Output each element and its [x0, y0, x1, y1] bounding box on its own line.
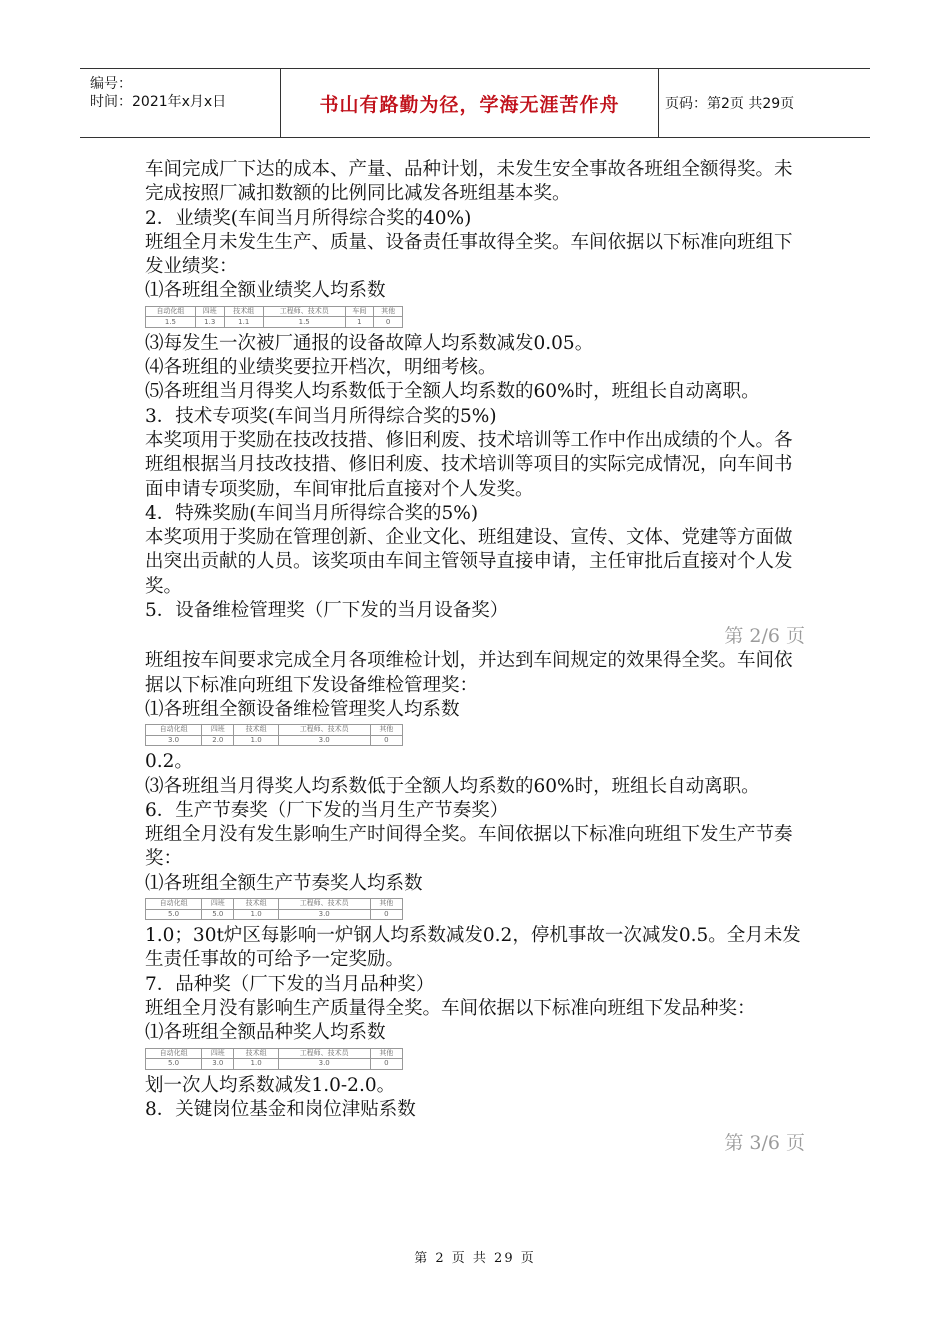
table-cell: 0	[374, 317, 403, 328]
table-header-cell: 车间	[345, 306, 374, 317]
table-cell: 2.0	[202, 735, 234, 746]
section-block	[145, 332, 805, 624]
table-header-cell: 技术组	[224, 306, 263, 317]
table-cell: 1	[345, 317, 374, 328]
page-code: 页码：第2页 共29页	[665, 96, 795, 112]
paragraph: ⑴各班组全额业绩奖人均系数	[145, 280, 386, 302]
section-block	[145, 158, 805, 304]
document-header	[80, 68, 870, 138]
table-row	[146, 1059, 403, 1070]
table-cell: 1.3	[195, 317, 224, 328]
table-header-cell: 其他	[374, 306, 403, 317]
section-block	[145, 750, 805, 896]
table-cell: 3.0	[278, 909, 370, 920]
table-cell: 1.5	[263, 317, 345, 328]
table-header-cell: 自动化组	[146, 306, 196, 317]
paragraph: 本奖项用于奖励在管理创新、企业文化、班组建设、宣传、文体、党建等方面做出突出贡献的人员。该奖项由车间主管领导直接申请，主任审批后直接对个人发奖。	[145, 527, 793, 597]
table-cell: 0	[370, 909, 402, 920]
motto-text: 书山有路勤为径，学海无涯苦作舟	[319, 93, 620, 116]
table-row	[146, 317, 403, 328]
coefficient-table	[145, 898, 403, 920]
page-mark: 第 3/6 页	[724, 1132, 805, 1155]
page-mark: 第 2/6 页	[724, 625, 805, 648]
paragraph: 班组按车间要求完成全月各项维检计划，并达到车间规定的效果得全奖。车间依据以下标准向班组下发设备维检管理奖：	[145, 650, 793, 696]
table-cell: 1.5	[146, 317, 196, 328]
table-header-cell: 技术组	[234, 899, 278, 910]
table-cell: 3.0	[202, 1059, 234, 1070]
paragraph: 5．设备维检管理奖（厂下发的当月设备奖）	[145, 600, 509, 622]
table-header-cell: 技术组	[234, 725, 278, 736]
paragraph: ⑴各班组全额生产节奏奖人均系数	[145, 872, 423, 894]
table-header-cell: 工程师、技术员	[278, 725, 370, 736]
table-header-cell: 四班	[195, 306, 224, 317]
table-header-cell: 四班	[202, 1048, 234, 1059]
paragraph: 7．品种奖（厂下发的当月品种奖）	[145, 973, 435, 995]
table-header-cell: 自动化组	[146, 725, 202, 736]
table-row	[146, 306, 403, 317]
paragraph: 8．关键岗位基金和岗位津贴系数	[145, 1098, 416, 1120]
table-cell: 5.0	[146, 1059, 202, 1070]
table-row	[146, 909, 403, 920]
paragraph: 4．特殊奖励(车间当月所得综合奖的5%)	[145, 502, 479, 524]
table-header-cell: 四班	[202, 725, 234, 736]
table-cell: 1.1	[224, 317, 263, 328]
table-cell: 1.0	[234, 909, 278, 920]
coefficient-table	[145, 306, 403, 328]
table-header-cell: 工程师、技术员	[278, 899, 370, 910]
table-header-cell: 其他	[370, 899, 402, 910]
header-page-cell	[659, 69, 876, 137]
paragraph: ⑸各班组当月得奖人均系数低于全额人均系数的60%时，班组长自动离职。	[145, 381, 760, 403]
page-footer: 第 2 页 共 29 页	[414, 1251, 536, 1266]
paragraph: 车间完成厂下达的成本、产量、品种计划，未发生安全事故各班组全额得奖。未完成按照厂减扣数额的比例同比减发各班组基本奖。	[145, 159, 793, 205]
paragraph: ⑴各班组全额设备维检管理奖人均系数	[145, 698, 460, 720]
paragraph: 1.0；30t炉区每影响一炉钢人均系数减发0.2，停机事故一次减发0.5。全月未发生责任事故的可给予一定奖励。	[145, 925, 801, 971]
table-header-cell: 自动化组	[146, 899, 202, 910]
header-left-cell	[80, 69, 281, 137]
table-header-cell: 其他	[370, 1048, 402, 1059]
section-block	[145, 1074, 805, 1123]
table-header-cell: 工程师、技术员	[278, 1048, 370, 1059]
table-row	[146, 899, 403, 910]
paragraph: 划一次人均系数减发1.0-2.0。	[145, 1074, 396, 1096]
paragraph: ⑶每发生一次被厂通报的设备故障人均系数减发0.05。	[145, 332, 594, 354]
number-label: 编号：	[90, 76, 132, 92]
table-cell: 0	[370, 1059, 402, 1070]
paragraph: ⑴各班组全额品种奖人均系数	[145, 1022, 386, 1044]
table-row	[146, 735, 403, 746]
paragraph: 班组全月未发生生产、质量、设备责任事故得全奖。车间依据以下标准向班组下发业绩奖：	[145, 231, 793, 278]
table-header-cell: 工程师、技术员	[263, 306, 345, 317]
table-cell: 5.0	[146, 909, 202, 920]
header-motto-cell	[281, 69, 659, 137]
section-block	[145, 924, 805, 1045]
paragraph: ⑷各班组的业绩奖要拉开档次，明细考核。	[145, 357, 497, 379]
table-cell: 5.0	[202, 909, 234, 920]
table-cell: 0	[370, 735, 402, 746]
paragraph: 班组全月没有影响生产质量得全奖。车间依据以下标准向班组下发品种奖：	[145, 997, 756, 1019]
coefficient-table	[145, 1048, 403, 1070]
document-body	[145, 158, 805, 1156]
table-cell: 3.0	[278, 735, 370, 746]
table-header-cell: 自动化组	[146, 1048, 202, 1059]
table-row	[146, 725, 403, 736]
table-cell: 3.0	[278, 1059, 370, 1070]
table-cell: 3.0	[146, 735, 202, 746]
paragraph: 6．生产节奏奖（厂下发的当月生产节奏奖）	[145, 799, 509, 821]
paragraph: 班组全月没有发生影响生产时间得全奖。车间依据以下标准向班组下发生产节奏奖：	[145, 824, 793, 870]
table-header-cell: 四班	[202, 899, 234, 910]
paragraph: 0.2。	[145, 751, 193, 773]
time-label: 时间：2021年x月x日	[90, 94, 227, 110]
table-cell: 1.0	[234, 735, 278, 746]
table-header-cell: 其他	[370, 725, 402, 736]
table-cell: 1.0	[234, 1059, 278, 1070]
section-block	[145, 649, 805, 722]
table-row	[146, 1048, 403, 1059]
coefficient-table	[145, 724, 403, 746]
table-header-cell: 技术组	[234, 1048, 278, 1059]
paragraph: 3．技术专项奖(车间当月所得综合奖的5%)	[145, 405, 497, 427]
paragraph: 本奖项用于奖励在技改技措、修旧利废、技术培训等工作中作出成绩的个人。各班组根据当月技改技措、修旧利废、技术培训等项目的实际完成情况，向车间书面申请专项奖励，车间审批后直接对个人发奖。	[145, 429, 793, 500]
paragraph: ⑶各班组当月得奖人均系数低于全额人均系数的60%时，班组长自动离职。	[145, 775, 760, 797]
paragraph: 2．业绩奖(车间当月所得综合奖的40%)	[145, 207, 472, 229]
